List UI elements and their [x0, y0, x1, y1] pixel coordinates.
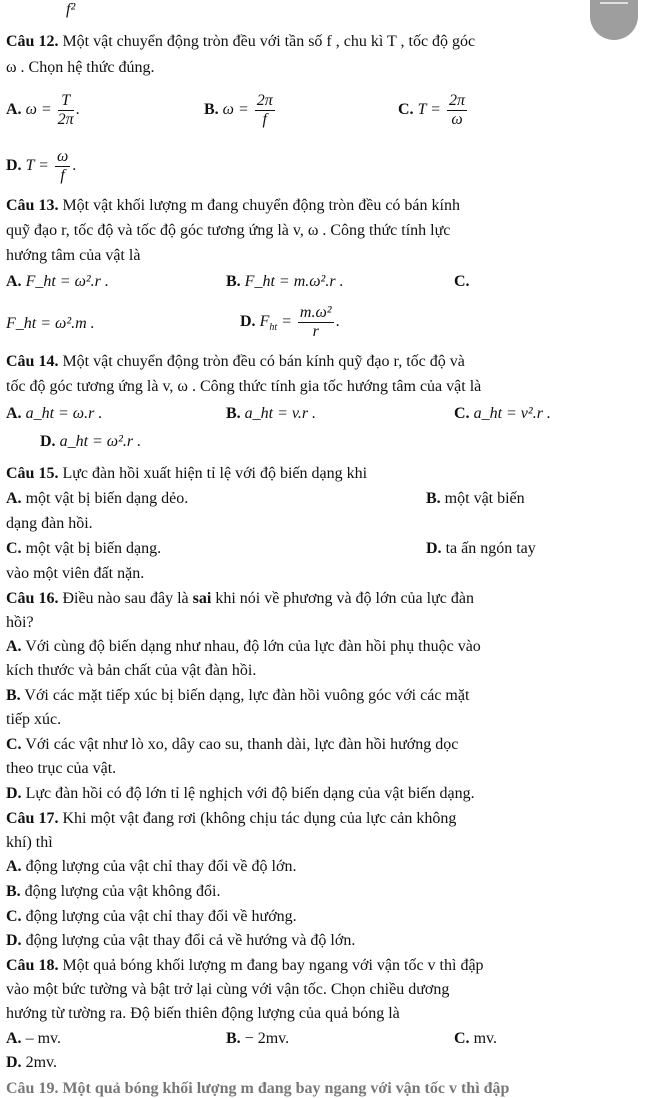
q14-a-label: A. — [6, 405, 22, 422]
q15-line1 — [6, 464, 367, 484]
q14-d-label: D. — [40, 433, 56, 450]
q14-b-formula: a_ht = v.r . — [244, 405, 317, 422]
q16-a-label: A. — [6, 638, 22, 655]
q15-text: Lực đàn hồi xuất hiện tỉ lệ với độ biến dạng khi — [62, 465, 368, 482]
q16-text2: hồi? — [6, 614, 34, 631]
q18-d-text: 2mv. — [25, 1054, 57, 1071]
q18-b-text: − 2mv. — [244, 1030, 290, 1047]
q17-option-c — [6, 907, 297, 927]
q13-line1 — [6, 196, 460, 216]
q14-text2: tốc độ góc tương ứng là v, ω . Công thức tính gia tốc hướng tâm của vật là — [6, 378, 482, 395]
q12-d-label: D. — [6, 157, 22, 175]
q16-c-text2: theo trục của vật. — [6, 760, 117, 777]
q15-b-label: B. — [426, 490, 441, 507]
q16-option-b — [6, 686, 469, 706]
q14-c-formula: a_ht = v².r . — [473, 405, 551, 422]
q15-head: Câu 15. — [6, 465, 59, 482]
q16-c-text1: Với các vật như lò xo, dây cao su, thanh dài, lực đàn hồi hướng dọc — [25, 736, 459, 753]
q16-option-d — [6, 784, 475, 804]
q13-option-a — [6, 272, 109, 292]
q17-head: Câu 17. — [6, 810, 59, 827]
q15-d-text1: ta ấn ngón tay — [445, 540, 536, 557]
q13-c-label: C. — [454, 273, 470, 290]
q18-a-label: A. — [6, 1030, 22, 1047]
q16-option-c — [6, 735, 458, 755]
q18-head: Câu 18. — [6, 957, 59, 974]
q17-a-text: động lượng của vật chỉ thay đổi về độ lớn. — [25, 858, 297, 875]
q18-d-label: D. — [6, 1054, 22, 1071]
q17-line1 — [6, 809, 456, 829]
q18-option-c — [454, 1029, 497, 1049]
q12-b-frac: $\frac{2\pi}{f}$ — [256, 92, 273, 128]
q18-option-d — [6, 1053, 57, 1073]
q16-c-label: C. — [6, 736, 22, 753]
q13-text3: hướng tâm của vật là — [6, 247, 141, 264]
top-fragment: f² — [66, 1, 76, 18]
q17-text1: Khi một vật đang rơi (không chịu tác dụng của lực cản không — [62, 810, 457, 827]
q19-cut-line: Câu 19. Một quả bóng khối lượng m đang bay ngang với vận tốc v thì đập — [6, 1080, 510, 1097]
q12-b-label: B. — [204, 101, 219, 119]
q17-option-d — [6, 931, 355, 951]
q13-c-formula: F_ht = ω².m . — [6, 315, 95, 332]
q12-text1: Một vật chuyển động tròn đều với tần số f , chu kì T , tốc độ góc — [62, 33, 476, 50]
q14-option-d — [40, 432, 141, 452]
q16-b-text1: Với các mặt tiếp xúc bị biến dạng, lực đàn hồi vuông góc với các mặt — [24, 687, 470, 704]
q13-option-d: D. $F_{ht}$ = $\frac{\text{m.ω²}}{r}$ . — [240, 304, 340, 340]
q17-d-text: động lượng của vật thay đổi cả về hướng và độ lớn. — [25, 932, 356, 949]
q12-option-c: C. T = $\frac{2\pi}{\omega}$ — [398, 92, 465, 128]
q12-a-label: A. — [6, 101, 22, 119]
q15-b-text2: dạng đàn hồi. — [6, 515, 93, 532]
q15-b-text1: một vật biến — [444, 490, 525, 507]
q14-head: Câu 14. — [6, 353, 59, 370]
q12-option-b: B. ω = $\frac{2\pi}{f}$ — [204, 92, 273, 128]
q13-text2: quỹ đạo r, tốc độ và tốc độ góc tương ứng là v, ω . Công thức tính lực — [6, 222, 451, 239]
q16-text1b: sai — [192, 590, 212, 607]
q14-option-b — [226, 404, 316, 424]
q14-a-formula: a_ht = ω.r . — [25, 405, 103, 422]
q12-option-a: A. ω = $\frac{T}{2\pi}$ . — [6, 92, 80, 128]
q14-line1 — [6, 352, 465, 372]
q16-a-text1: Với cùng độ biến dạng như nhau, độ lớn của lực đàn hồi phụ thuộc vào — [25, 638, 481, 655]
q18-option-a — [6, 1029, 61, 1049]
q16-text1c: khi nói về phương và độ lớn của lực đàn — [211, 590, 474, 607]
q15-c-text: một vật bị biến dạng. — [25, 540, 162, 557]
q16-d-label: D. — [6, 785, 22, 802]
q15-d-text2: vào một viên đất nặn. — [6, 565, 145, 582]
q18-text3: hướng từ tường ra. Độ biến thiên động lượng của quả bóng là — [6, 1005, 400, 1022]
q12-line1 — [6, 32, 475, 52]
q15-d-label: D. — [426, 540, 442, 557]
q15-option-d — [426, 539, 536, 559]
q12-c-label: C. — [398, 101, 414, 119]
q17-b-label: B. — [6, 883, 21, 900]
q18-c-label: C. — [454, 1030, 470, 1047]
q16-a-text2: kích thước và bản chất của vật đàn hồi. — [6, 662, 257, 679]
q16-head: Câu 16. — [6, 590, 59, 607]
q16-text1a: Điều nào sau đây là — [62, 590, 193, 607]
q16-d-text: Lực đàn hồi có độ lớn tỉ lệ nghịch với độ biến dạng của vật biến dạng. — [25, 785, 475, 802]
q13-option-b — [226, 272, 344, 292]
q12-d-frac: $\frac{\omega}{f}$ — [56, 148, 69, 184]
q16-option-a — [6, 637, 481, 657]
q12-a-frac: $\frac{T}{2\pi}$ — [57, 92, 74, 128]
q13-a-formula: F_ht = ω².r . — [25, 273, 109, 290]
q15-option-c — [6, 539, 161, 559]
q18-line1 — [6, 956, 484, 976]
scroll-handle[interactable] — [590, 0, 638, 40]
q12-head: Câu 12. — [6, 33, 59, 50]
q13-a-label: A. — [6, 273, 22, 290]
q16-b-text2: tiếp xúc. — [6, 711, 62, 728]
q12-c-frac: $\frac{2\pi}{\omega}$ — [448, 92, 465, 128]
q13-option-c — [454, 272, 470, 292]
q12-text2: ω . Chọn hệ thức đúng. — [6, 59, 155, 76]
q17-b-text: động lượng của vật không đổi. — [24, 883, 221, 900]
q13-d-frac: $\frac{\text{m.ω²}}{r}$ — [299, 304, 332, 340]
q18-c-text: mv. — [473, 1030, 497, 1047]
q15-a-label: A. — [6, 490, 22, 507]
q12-option-d: D. T = $\frac{\omega}{f}$ . — [6, 148, 77, 184]
q15-a-text: một vật bị biến dạng dẻo. — [25, 490, 189, 507]
q14-c-label: C. — [454, 405, 470, 422]
q14-b-label: B. — [226, 405, 241, 422]
q17-option-a — [6, 857, 296, 877]
q17-option-b — [6, 882, 220, 902]
q17-text2: khí) thì — [6, 834, 53, 851]
q14-option-c — [454, 404, 551, 424]
q17-a-label: A. — [6, 858, 22, 875]
q13-b-formula: F_ht = m.ω².r . — [244, 273, 344, 290]
q14-option-a — [6, 404, 102, 424]
q18-text2: vào một bức tường và bật trở lại cùng với vận tốc. Chọn chiều dương — [6, 981, 450, 998]
q18-b-label: B. — [226, 1030, 241, 1047]
q14-d-formula: a_ht = ω².r . — [59, 433, 142, 450]
q18-a-text: – mv. — [25, 1030, 61, 1047]
q15-c-label: C. — [6, 540, 22, 557]
q16-b-label: B. — [6, 687, 21, 704]
q13-b-label: B. — [226, 273, 241, 290]
q15-option-a — [6, 489, 188, 509]
q16-line1 — [6, 589, 474, 609]
q14-text1: Một vật chuyển động tròn đều có bán kính quỹ đạo r, tốc độ và — [62, 353, 465, 370]
q18-option-b — [226, 1029, 289, 1049]
q17-c-text: động lượng của vật chỉ thay đổi về hướng. — [25, 908, 297, 925]
q17-c-label: C. — [6, 908, 22, 925]
q15-option-b — [426, 489, 525, 509]
q13-head: Câu 13. — [6, 197, 59, 214]
q13-text1: Một vật khối lượng m đang chuyển động tròn đều có bán kính — [62, 197, 460, 214]
q18-text1: Một quả bóng khối lượng m đang bay ngang với vận tốc v thì đập — [62, 957, 484, 974]
q17-d-label: D. — [6, 932, 22, 949]
q13-d-label: D. — [240, 313, 256, 331]
